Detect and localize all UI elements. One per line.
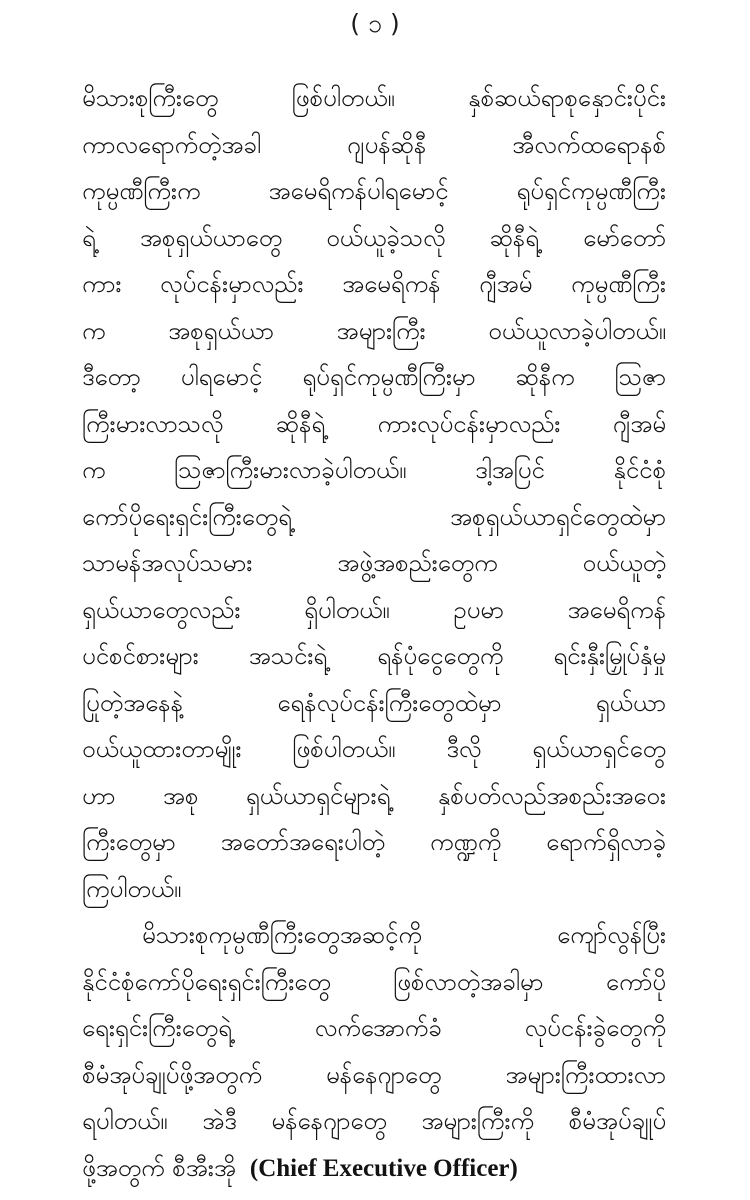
text-line: မိသားစုကြီးတွေ ဖြစ်ပါတယ်။ နှစ်ဆယ်ရာစုနှောင်းပိုင်း (82, 84, 666, 112)
text-line: သာမန်အလုပ်သမား အဖွဲ့အစည်းတွေက ဝယ်ယူတဲ့ (82, 549, 666, 577)
text-line: ကြပါတယ်။ (82, 875, 182, 903)
text-line: ရှယ်ယာတွေလည်း ရှိပါတယ်။ ဥပမာ အမေရိကန် (82, 596, 666, 624)
text-line: ဟာ အစု ရှယ်ယာရှင်များရဲ့ နှစ်ပတ်လည်အစည်းအဝေး (82, 782, 666, 810)
text-line: ဒီတော့ ပါရမောင့် ရုပ်ရှင်ကုမ္ပဏီကြီးမှာ ဆိုနီက သြဇာ (82, 363, 666, 391)
text-line: ရေးရှင်းကြီးတွေရဲ့ လက်အောက်ခံ လုပ်ငန်းခွဲတွေကို (82, 1014, 666, 1042)
text-line: ကြီးတွေမှာ အတော်အရေးပါတဲ့ ကဏ္ဍကို ရောက်ရှိလာခဲ့ (82, 828, 666, 856)
text-line: ကြီးမားလာသလို ဆိုနီရဲ့ ကားလုပ်ငန်းမှာလည်း ဂျီအမ် (82, 410, 666, 438)
text-line: နိုင်ငံစုံကော်ပိုရေးရှင်းကြီးတွေ ဖြစ်လာတဲ့အခါမှာ ကော်ပို (82, 968, 666, 996)
text-line: ဝယ်ယူထားတာမျိုး ဖြစ်ပါတယ်။ ဒီလို ရှယ်ယာရှင်တွေ (82, 735, 666, 763)
text-line: မိသားစုကုမ္ပဏီကြီးတွေအဆင့်ကို ကျော်လွန်ပြီး (142, 921, 666, 949)
text-line: ပင်စင်စားများ အသင်းရဲ့ ရန်ပုံငွေတွေကို ရင်းနှီးမြှုပ်နှံမှု (82, 642, 666, 670)
text-line: ကုမ္ပဏီကြီးက အမေရိကန်ပါရမောင့် ရုပ်ရှင်ကုမ္ပဏီကြီး (82, 177, 666, 205)
text-line: ရပါတယ်။ အဲဒီ မန်နေဂျာတွေ အများကြီးကို စီမံအုပ်ချုပ် (82, 1107, 666, 1135)
text-line: ကော်ပိုရေးရှင်းကြီးတွေရဲ့ အစုရှယ်ယာရှင်တွေထဲမှာ (82, 503, 666, 531)
page-number: ( ၁ ) (350, 9, 400, 38)
text-line: ဖို့အတွက် စီအီးအို (Chief Executive Officer) (82, 1154, 518, 1182)
text-line: ပြုတဲ့အနေနဲ့ ရေနံလုပ်ငန်းကြီးတွေထဲမှာ ရှယ်ယာ (82, 689, 666, 717)
text-line: ကား လုပ်ငန်းမှာလည်း အမေရိကန် ဂျီအမ် ကုမ္ပဏီကြီး (82, 270, 666, 298)
text-line: ရဲ့ အစုရှယ်ယာတွေ ဝယ်ယူခဲ့သလို ဆိုနီရဲ့ မော်တော် (82, 224, 666, 252)
text-line: ကာလရောက်တဲ့အခါ ဂျပန်ဆိုနီ အီလက်ထရောနစ် (82, 131, 666, 159)
english-term: (Chief Executive Officer) (249, 1155, 518, 1182)
text-line: စီမံအုပ်ချုပ်ဖို့အတွက် မန်နေဂျာတွေ အများကြီးထားလာ (82, 1061, 666, 1089)
text-line: က အစုရှယ်ယာ အများကြီး ဝယ်ယူလာခဲ့ပါတယ်။ (82, 317, 666, 345)
text-line: က သြဇာကြီးမားလာခဲ့ပါတယ်။ ဒါ့အပြင် နိုင်ငံစုံ (82, 456, 666, 484)
